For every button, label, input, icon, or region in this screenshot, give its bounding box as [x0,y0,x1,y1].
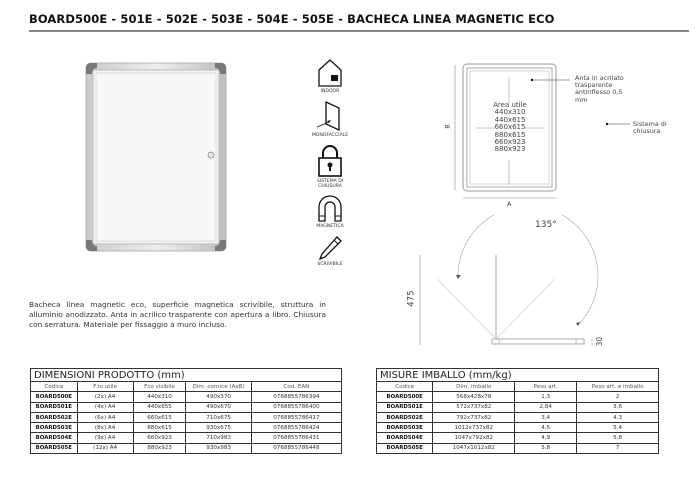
column-header: Peso art. e imballo [577,382,659,392]
table-row: BOARD505E (12x) A4 880x923 930x983 0768855786448 [31,443,342,453]
table-row: BOARD500E 568x428x78 1,3 2 [377,392,659,402]
packaging-table [376,368,659,454]
opening-angle-drawing [400,215,620,355]
column-header: Dim. cornice (AxB) [186,382,251,392]
product-description: Bacheca linea magnetic eco, superficie magnetica scrivibile, struttura in alluminio anodizzato. Anta in acrilico trasparente con apertura a libro. Chiusura con serratura. Materiale per fissaggio a muro incluso. [29,300,326,329]
column-header: Cod. EAN [251,382,341,392]
column-header: Codice [377,382,433,392]
single-sided-panel-icon [315,100,345,132]
product-dimensions-table [30,368,342,454]
depth-label: 30 [595,336,605,347]
table-row: BOARD501E 572x737x82 2,84 3,6 [377,402,659,412]
front-technical-drawing [440,55,700,215]
column-header: F.to visibile [133,382,186,392]
table-row: BOARD502E 792x737x82 3,4 4,3 [377,412,659,422]
pencil-icon [317,235,343,261]
table-row: BOARD500E (2x) A4 440x310 490x370 0768855786394 [31,392,342,402]
product-photo [85,62,227,252]
feature-scrivibile: SCRIVIBILE [295,235,365,267]
table-caption: MISURE IMBALLO (mm/kg) [377,369,659,382]
column-header: Dim. imballo [433,382,515,392]
column-header: Codice [31,382,78,392]
feature-icons [295,58,365,273]
table-row: BOARD505E 1047x1012x82 5,8 7 [377,443,659,453]
feature-magnetica: MAGNETICA [295,195,365,229]
opening-angle-label: 135° [535,220,557,230]
column-header: F.to utile [77,382,133,392]
dimension-b-label: B [443,124,452,129]
table-caption: DIMENSIONI PRODOTTO (mm) [31,369,342,382]
feature-monofacciale: MONOFACCIALE [295,100,365,138]
height-label: 475 [406,290,417,307]
usable-area-block: Area utile 440x310 440x615 660x615 880x615 660x923 880x923 [493,101,527,154]
feature-chiusura: SISTEMA DI CHIUSURA [295,144,365,189]
dimension-a-label: A [507,200,512,208]
door-opening-diagram [400,215,620,355]
table-row: BOARD504E (9x) A4 660x923 710x983 0768855786431 [31,433,342,443]
table-row: BOARD503E (8x) A4 880x615 930x675 0768855786424 [31,423,342,433]
anta-note: Anta in acrilato trasparente antiriflesso 0,5 mm [575,74,624,104]
table-row: BOARD504E 1047x792x82 4,9 5,8 [377,433,659,443]
table-row: BOARD502E (6x) A4 660x615 710x675 0768855786417 [31,412,342,422]
padlock-icon [317,144,343,178]
magnet-icon [316,195,344,223]
column-header: Peso art. [515,382,577,392]
table-row: BOARD503E 1012x737x82 4,5 5,4 [377,423,659,433]
page-title: BOARD500E - 501E - 502E - 503E - 504E - 505E - BACHECA LINEA MAGNETIC ECO [29,12,689,32]
closure-note: Sistema di chiusura [633,120,667,136]
house-icon [317,58,343,88]
feature-indoor: INDOOR [295,58,365,94]
table-row: BOARD501E (4x) A4 440x655 490x670 0768855786400 [31,402,342,412]
